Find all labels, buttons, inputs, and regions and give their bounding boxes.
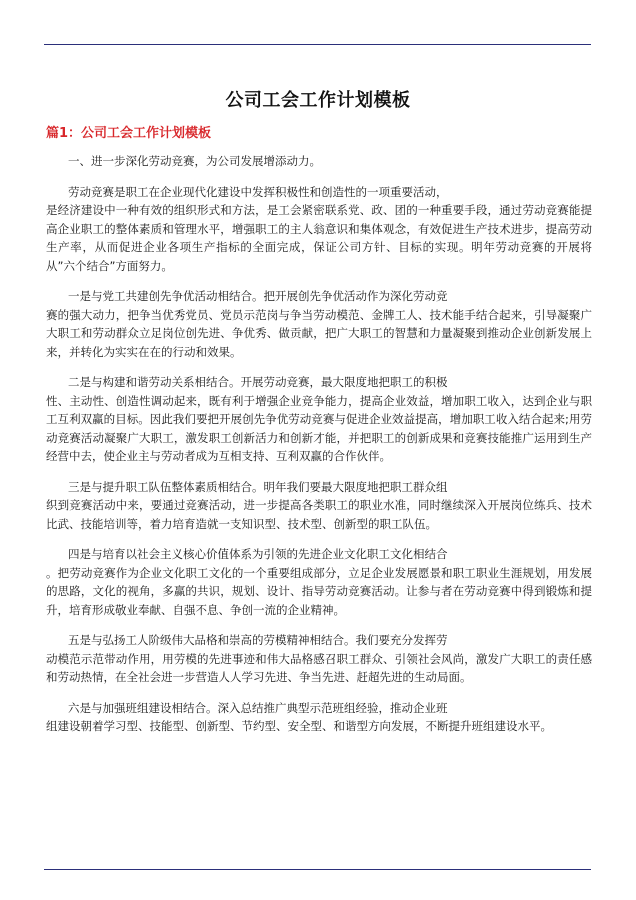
paragraph-6 [46,631,592,687]
page-title: 公司工会工作计划模板 [225,90,411,111]
document-body [46,152,592,748]
paragraph-text: 织到竞赛活动中来，要通过竞赛活动，进一步提高各类职工的职业水准，同时继续深入开展岗位练兵、技术比武、技能培训等，着力培育造就一支知识型、技术型、创新型的职工队伍。 [46,498,592,531]
paragraph-text: 是经济建设中一种有效的组织形式和方法，是工会紧密联系党、政、团的一种重要手段，通过劳动竞赛能提高企业职工的整体素质和管理水平，增强职工的主人翁意识和集体观念，有效促进生产技术进步，提高劳动生产率，从而促进企业各项生产指标的全面完成，保证公司方针、目标的实现。明年劳动竞赛的开展将从”六个结合”方面努力。 [46,203,592,273]
intro-line: 一、进一步深化劳动竞赛，为公司发展增添动力。 [68,154,321,168]
paragraph-first-line: 二是与构建和谐劳动关系相结合。开展劳动竞赛，最大限度地把职工的积极 [68,375,448,389]
paragraph-text: 性、主动性、创造性调动起来，既有利于增强企业竞争能力，提高企业效益，增加职工收入，达到企业与职工互利双赢的目标。因此我们要把开展创先争优劳动竞赛与促进企业效益提高，增加职工收入结合起来;用劳动竞赛活动凝聚广大职工，激发职工创新活力和创新才能，并把职工的创新成果和竞赛技能推广运用到生产经营中去，使企业主与劳动者成为互相支持、互利双赢的合作伙伴。 [46,393,592,463]
paragraph-3 [46,373,592,466]
paragraph-1 [46,183,592,276]
paragraph-text: 。把劳动竞赛作为企业文化职工文化的一个重要组成部分，立足企业发展愿景和职工职业生涯规划，用发展的思路，文化的视角，多赢的共识，规划、设计、指导劳动竞赛活动。让参与者在劳动竞赛中得到锻炼和提升，培育形成敬业奉献、自强不息、争创一流的企业精神。 [46,565,592,617]
paragraph-first-line: 五是与弘扬工人阶级伟大品格和崇高的劳模精神相结合。我们要充分发挥劳 [68,633,448,647]
paragraph-text: 赛的强大动力，把争当优秀党员、党员示范岗与争当劳动模范、金牌工人、技术能手结合起来，引导凝聚广大职工和劳动群众立足岗位创先进、争优秀、做贡献，把广大职工的智慧和力量凝聚到推动企业创新发展上来，并转化为实实在在的行动和效果。 [46,307,592,359]
paragraph-first-line: 三是与提升职工队伍整体素质相结合。明年我们要最大限度地把职工群众组 [68,479,448,494]
header-rule [44,44,591,45]
section-heading: 篇1：公司工会工作计划模板 [46,126,212,141]
paragraph-first-line: 一是与党工共建创先争优活动相结合。把开展创先争优活动作为深化劳动竞 [68,289,448,303]
paragraph-first-line: 六是与加强班组建设相结合。深入总结推广典型示范班组经验，推动企业班 [68,700,448,715]
paragraph-4 [46,478,592,534]
paragraph-2 [46,287,592,361]
paragraph-text: 组建设朝着学习型、技能型、创新型、节约型、安全型、和谐型方向发展，不断提升班组建设水平。 [46,719,552,733]
paragraph-first-line: 劳动竞赛是职工在企业现代化建设中发挥积极性和创造性的一项重要活动， [68,184,448,199]
paragraph-first-line: 四是与培育以社会主义核心价值体系为引领的先进企业文化职工文化相结合 [68,547,448,561]
paragraph-text: 动模范示范带动作用，用劳模的先进事迹和伟大品格感召职工群众、引领社会风尚，激发广大职工的责任感和劳动热情，在全社会进一步营造人人学习先进、争当先进、赶超先进的生动局面。 [46,651,592,684]
paragraph-5 [46,545,592,619]
paragraph-7 [46,699,592,736]
footer-rule [44,869,591,870]
